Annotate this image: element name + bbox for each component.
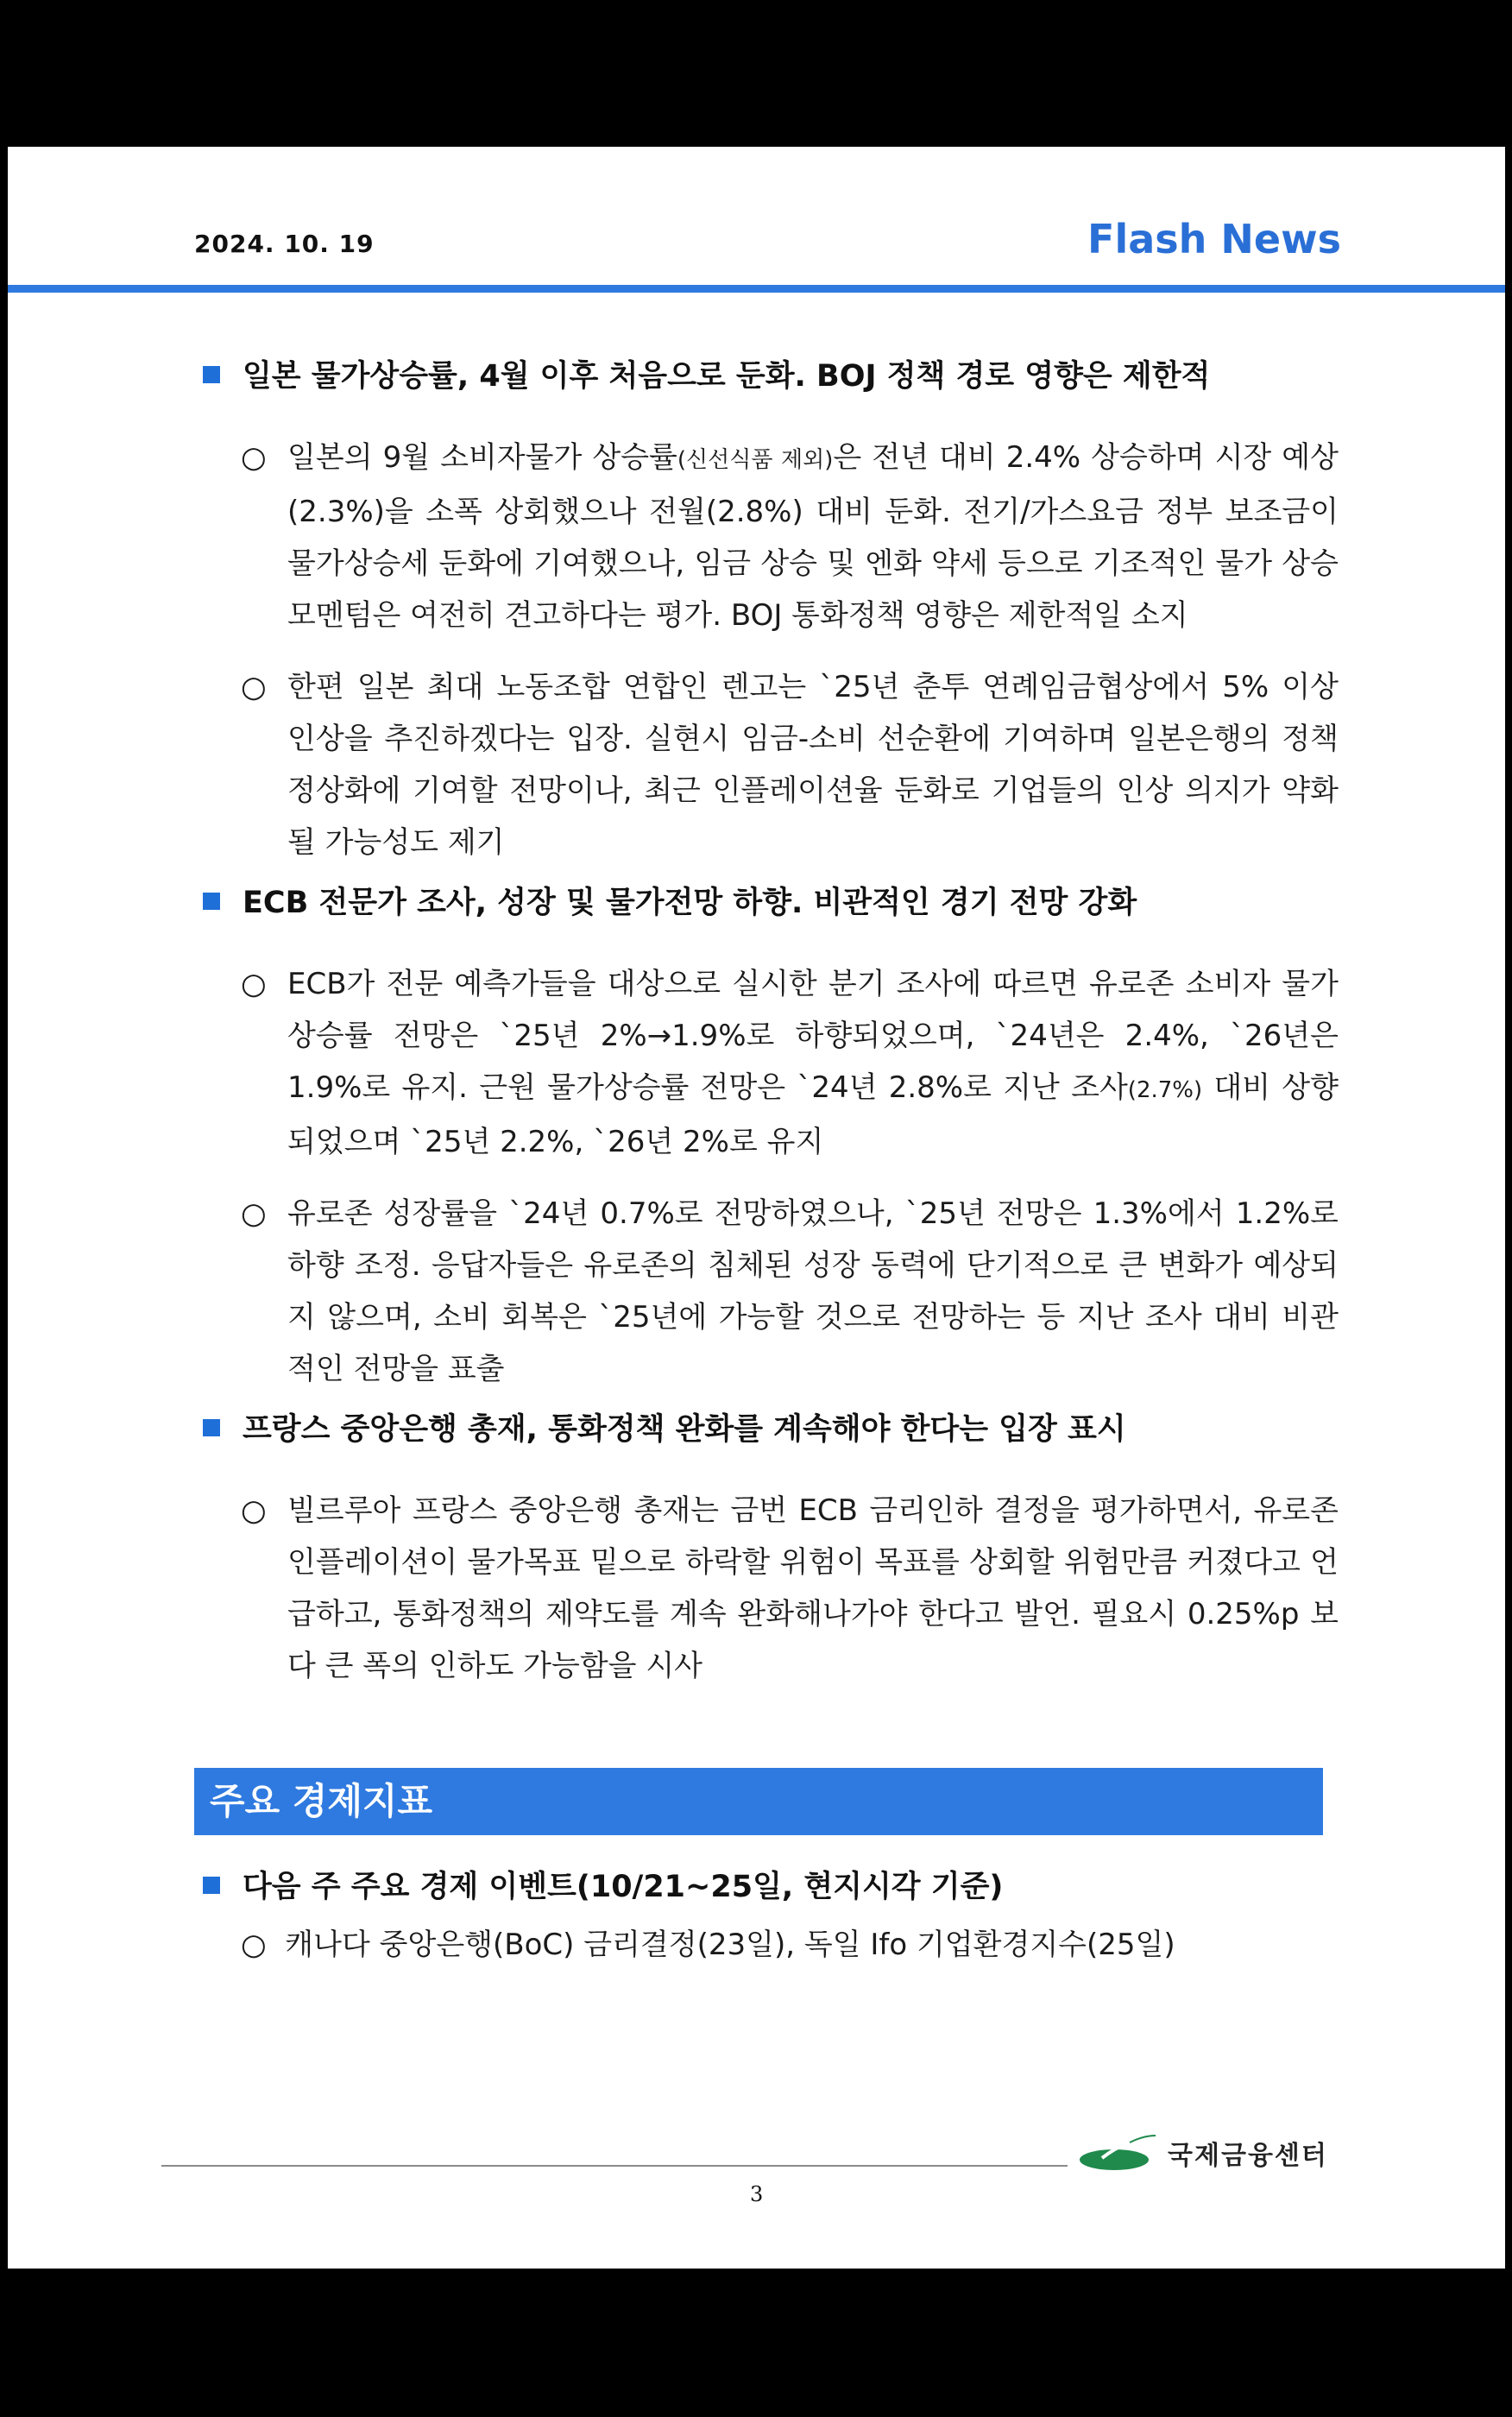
section-title-text: 다음 주 주요 경제 이벤트(10/21~25일, 현지시각 기준)	[243, 1870, 1004, 1904]
item-note: (2.7%)	[1127, 1077, 1203, 1103]
circle-bullet-icon: ○	[241, 440, 267, 475]
item-lead: 유로존 성장률을 `24년 0.7%로 전망하였으나, `25년 전망은 1.3%에서 1.2%로 하향 조정. 응답자들은 유로존의 침체된 성장 동력에 단기적으로 큰 변화가 예상되지 않으며, 소비 회복은 `25년에 가능할 것으로 전망하는 등 지난 조사 대비 비관적인 전망을 표출	[287, 1196, 1339, 1386]
kcif-logo	[1076, 2134, 1328, 2172]
event-text: 캐나다 중앙은행(BoC) 금리결정(23일), 독일 Ifo 기업환경지수(25일)	[285, 1928, 1175, 1962]
item-rest: 은 전년 대비 2.4% 상승하며 시장 예상(2.3%)을 소폭 상회했으나 전월(2.8%) 대비 둔화. 전기/가스요금 정부 보조금이 물가상승세 둔화에 기여했으나, 임금 상승 및 엔화 약세 등으로 기조적인 물가 상승 모멘텀은 여전히 견고하다는 평가. BOJ 통화정책 영향은 제한적일 소지	[287, 440, 1339, 633]
section-title-ecb	[203, 882, 1137, 924]
circle-bullet-icon: ○	[241, 670, 267, 704]
list-item	[241, 1485, 1339, 1692]
report-date: 2024. 10. 19	[194, 230, 375, 258]
section-title-france	[203, 1409, 1126, 1450]
item-lead: 일본의 9월 소비자물가 상승률	[287, 440, 677, 475]
header-divider	[8, 285, 1505, 293]
item-rest: 대비 상향되었으며 `25년 2.2%, `26년 2%로 유지	[287, 1070, 1339, 1159]
document-page	[8, 147, 1505, 2269]
list-item	[241, 661, 1339, 868]
list-item	[241, 958, 1339, 1168]
circle-bullet-icon: ○	[241, 1928, 267, 1962]
footer-divider	[161, 2165, 1068, 2167]
item-note: (신선식품 제외)	[677, 447, 834, 473]
section-title-text: 일본 물가상승률, 4월 이후 처음으로 둔화. BOJ 정책 경로 영향은 제한적	[243, 359, 1211, 394]
square-bullet-icon	[203, 1877, 220, 1894]
list-item	[241, 432, 1339, 641]
square-bullet-icon	[203, 1419, 220, 1436]
section-title-text: 프랑스 중앙은행 총재, 통화정책 완화를 계속해야 한다는 입장 표시	[243, 1412, 1126, 1447]
item-lead: 빌르루아 프랑스 중앙은행 총재는 금번 ECB 금리인하 결정을 평가하면서, 유로존 인플레이션이 물가목표 밑으로 하락할 위험이 목표를 상회할 위험만큼 커졌다고 언급하고, 통화정책의 제약도를 계속 완화해나가야 한다고 발언. 필요시 0.25%p 보다 큰 폭의 인하도 가능함을 시사	[287, 1493, 1339, 1683]
leaf-logo-icon	[1076, 2134, 1159, 2172]
list-item	[241, 1188, 1339, 1395]
circle-bullet-icon: ○	[241, 1493, 267, 1528]
indicators-heading: 주요 경제지표	[194, 1768, 1323, 1835]
report-title: Flash News	[1087, 216, 1341, 262]
list-item	[241, 1923, 1175, 1966]
section-title-text: ECB 전문가 조사, 성장 및 물가전망 하향. 비관적인 경기 전망 강화	[243, 886, 1137, 920]
section-title-events	[203, 1866, 1003, 1908]
item-lead: 한편 일본 최대 노동조합 연합인 렌고는 `25년 춘투 연례임금협상에서 5% 이상 인상을 추진하겠다는 입장. 실현시 임금-소비 선순환에 기여하며 일본은행의 정책 정상화에 기여할 전망이나, 최근 인플레이션율 둔화로 기업들의 인상 의지가 약화될 가능성도 제기	[287, 670, 1339, 860]
section-title-japan	[203, 356, 1210, 397]
item-lead: ECB가 전문 예측가들을 대상으로 실시한 분기 조사에 따르면 유로존 소비자 물가상승률 전망은 `25년 2%→1.9%로 하향되었으며, `24년은 2.4%, `26년은 1.9%로 유지. 근원 물가상승률 전망은 `24년 2.8%로 지난 조사	[287, 967, 1339, 1105]
page-number: 3	[750, 2182, 764, 2206]
logo-text: 국제금융센터	[1168, 2141, 1328, 2171]
circle-bullet-icon: ○	[241, 1196, 267, 1231]
square-bullet-icon	[203, 893, 220, 910]
square-bullet-icon	[203, 366, 220, 383]
circle-bullet-icon: ○	[241, 967, 267, 1001]
